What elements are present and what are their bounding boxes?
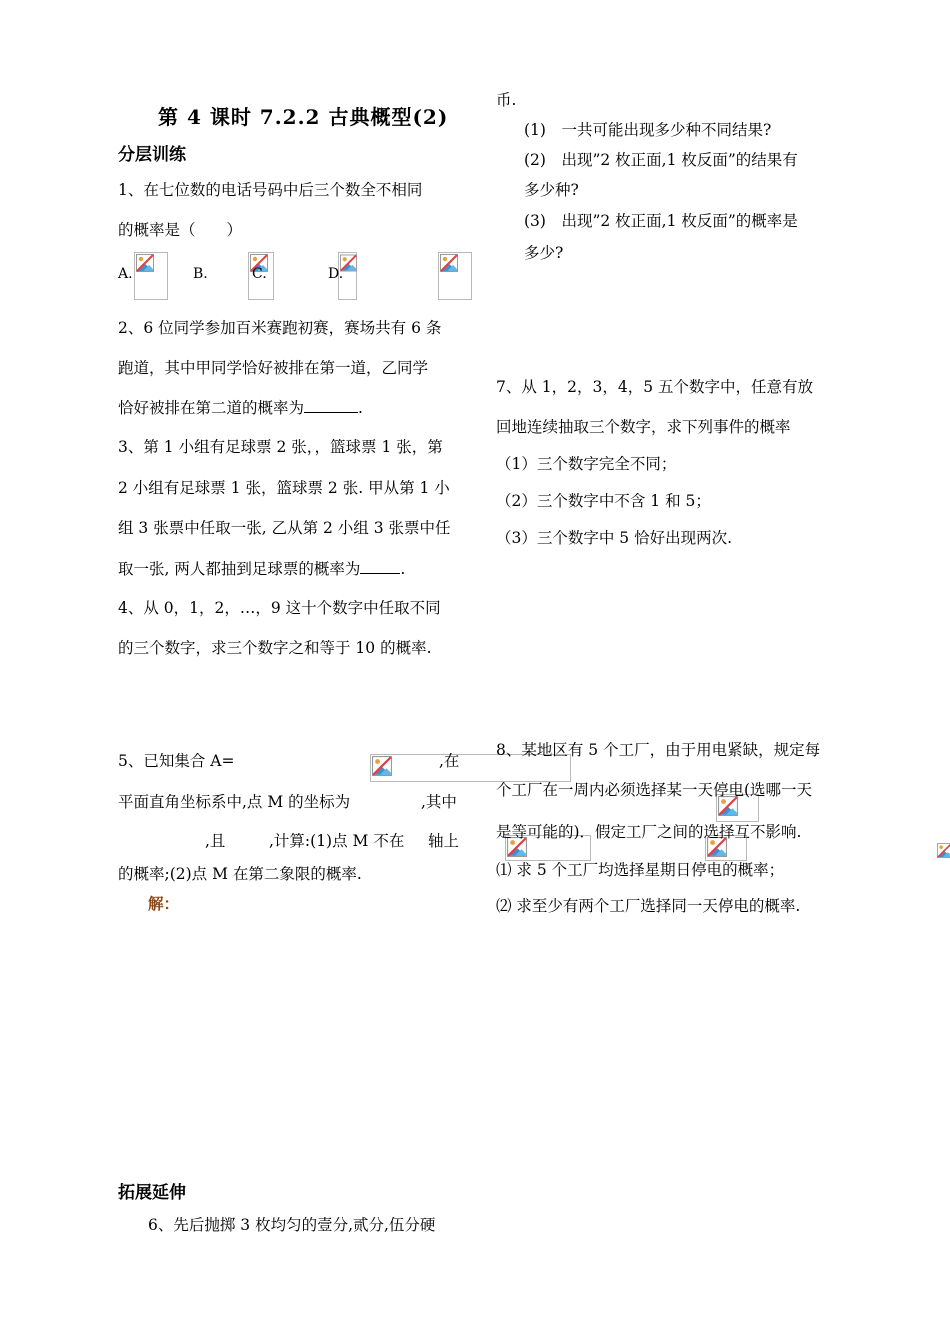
q2-line1: 2、6 位同学参加百米赛跑初赛，赛场共有 6 条	[118, 319, 442, 337]
q7-sub1: （1）三个数字完全不同；	[496, 455, 677, 473]
broken-image-icon	[440, 254, 458, 272]
q4-line1: 4、从 0，1，2，…，9 这十个数字中任取不同	[118, 599, 441, 617]
broken-image-icon	[372, 756, 392, 776]
q1-line2: 的概率是（ ）	[118, 221, 243, 239]
q4-line2: 的三个数字，求三个数字之和等于 10 的概率.	[118, 639, 432, 657]
q1-option-d-label: D.	[328, 266, 344, 282]
q5-line2a: 平面直角坐标系中,点 M 的坐标为	[118, 793, 351, 811]
page-title: 第 4 课时 7.2.2 古典概型(2)	[158, 105, 449, 129]
q1-option-b-label: B.	[193, 266, 208, 282]
q5-line3c: 轴上	[428, 832, 460, 850]
q7-line1: 7、从 1，2，3，4，5 五个数字中，任意有放	[496, 378, 814, 396]
broken-image-icon	[937, 843, 950, 858]
q2-line3	[118, 396, 363, 418]
q5-line4: 的概率;(2)点 M 在第二象限的概率.	[118, 865, 362, 883]
q5-line3a: ,且	[205, 832, 226, 850]
q6-sub2-line1: (2) 出现”2 枚正面,1 枚反面”的结果有	[524, 151, 798, 169]
q1-option-a-label: A.	[118, 266, 133, 282]
q7-sub3: （3）三个数字中 5 恰好出现两次.	[496, 529, 733, 547]
q6-line1: 6、先后抛掷 3 枚均匀的壹分,贰分,伍分硬	[148, 1216, 436, 1234]
q6-cont-line0: 币.	[496, 91, 517, 109]
q5-line1b: ,在	[439, 752, 460, 770]
q3-answer-blank	[360, 558, 400, 574]
q2-answer-blank	[304, 397, 358, 413]
q8-line1: 8、某地区有 5 个工厂，由于用电紧缺，规定每	[496, 741, 821, 759]
q3-line4-end: .	[400, 560, 406, 578]
q8-line2: 个工厂在一周内必须选择某一天停电(选哪一天	[496, 781, 813, 799]
q2-line2: 跑道，其中甲同学恰好被排在第一道，乙同学	[118, 359, 429, 377]
q1-option-c-label: C.	[252, 266, 267, 282]
section-heading-layered-training: 分层训练	[118, 145, 186, 165]
q7-line2: 回地连续抽取三个数字，求下列事件的概率	[496, 418, 791, 436]
q1-option-a-image	[134, 252, 168, 300]
q2-line3-end: .	[358, 399, 363, 417]
q5-answer-label: 解：	[148, 894, 180, 913]
q5-line1a: 5、已知集合 A=	[118, 752, 235, 770]
q5-line2b: ,其中	[421, 793, 457, 811]
q5-axis-formula-image	[937, 843, 950, 861]
section-heading-extension: 拓展延伸	[118, 1183, 186, 1203]
q6-sub1: (1) 一共可能出现多少种不同结果?	[524, 121, 772, 139]
q8-line3: 是等可能的)．假定工厂之间的选择互不影响.	[496, 823, 802, 841]
q7-sub2: （2）三个数字中不含 1 和 5；	[496, 492, 711, 510]
q8-sub1: ⑴ 求 5 个工厂均选择星期日停电的概率；	[496, 861, 785, 879]
q6-sub2-line2: 多少种?	[524, 181, 579, 199]
q3-line4	[118, 557, 405, 579]
broken-image-icon	[136, 254, 154, 272]
q3-line2: 2 小组有足球票 1 张，篮球票 2 张. 甲从第 1 小	[118, 479, 450, 497]
q2-line3-text: 恰好被排在第二道的概率为	[118, 399, 305, 417]
q3-line1: 3、第 1 小组有足球票 2 张，，篮球票 1 张，第	[118, 438, 443, 456]
q3-line4-text: 取一张, 两人都抽到足球票的概率为	[118, 560, 361, 578]
q1-option-d-image	[438, 252, 472, 300]
q3-line3: 组 3 张票中任取一张, 乙从第 2 小组 3 张票中任	[118, 519, 451, 537]
q5-line3b: ,计算:(1)点 M 不在	[269, 832, 405, 850]
q1-line1: 1、在七位数的电话号码中后三个数全不相同	[118, 181, 423, 199]
q6-sub3-line2: 多少?	[524, 244, 564, 262]
q8-sub2: ⑵ 求至少有两个工厂选择同一天停电的概率.	[496, 897, 801, 915]
q6-sub3-line1: (3) 出现”2 枚正面,1 枚反面”的概率是	[524, 212, 798, 230]
